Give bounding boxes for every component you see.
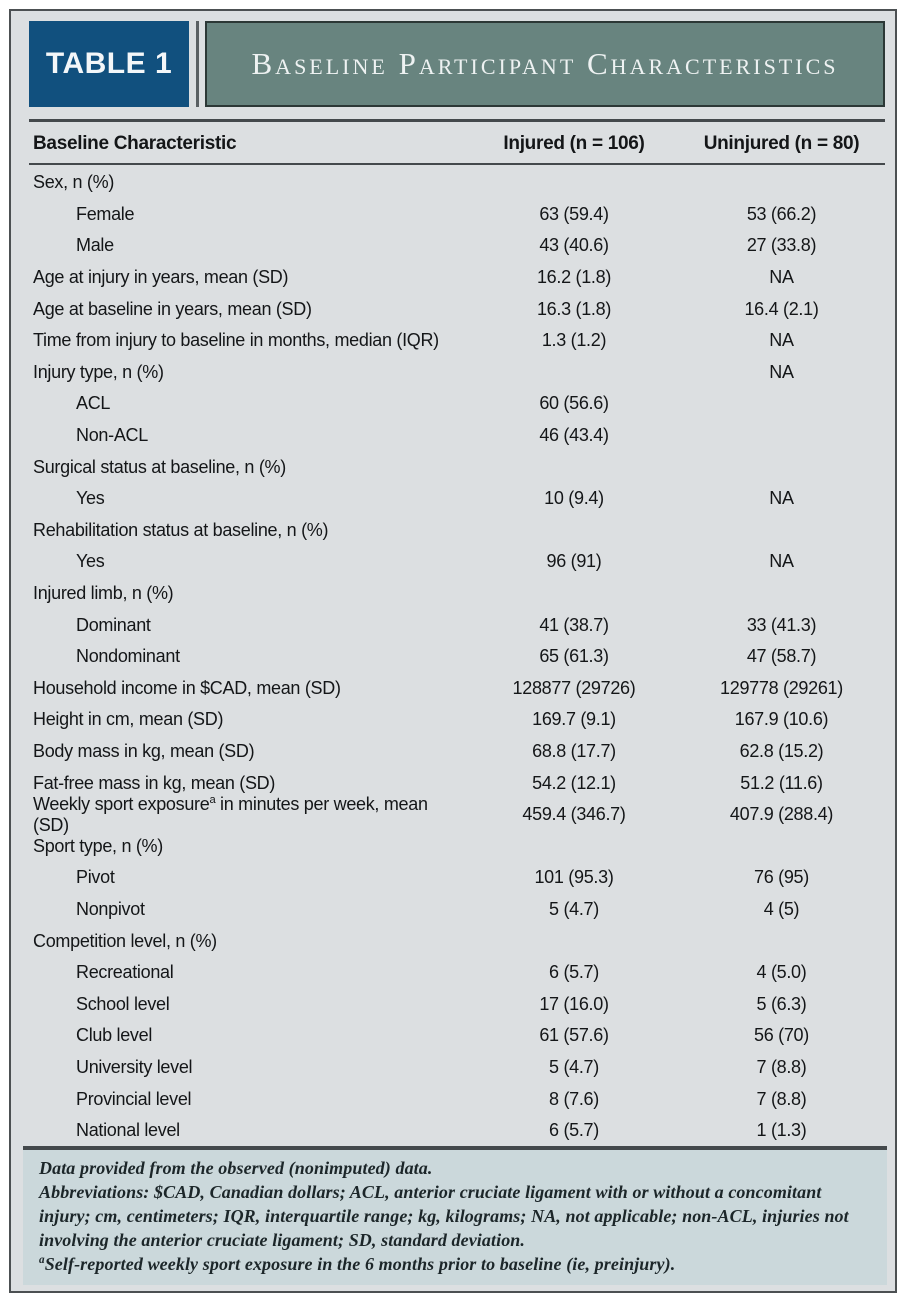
table-row: [33, 925, 879, 957]
injured-value: 96 (91): [546, 551, 602, 572]
injured-value: 169.7 (9.1): [532, 709, 616, 730]
injured-value: 16.3 (1.8): [536, 298, 612, 319]
column-header-uninjured: Uninjured (n = 80): [703, 133, 860, 154]
row-label: Male: [76, 235, 114, 256]
injured-value: 61 (57.6): [539, 1025, 609, 1046]
table-row: [33, 1083, 879, 1115]
injured-value: 459.4 (346.7): [522, 804, 626, 825]
table-row: [33, 325, 879, 357]
table-row: [33, 988, 879, 1020]
injured-value: 68.8 (17.7): [532, 740, 616, 761]
table-row: [33, 293, 879, 325]
table-title: Baseline Participant Characteristics: [205, 21, 885, 107]
uninjured-value: 167.9 (10.6): [734, 709, 829, 730]
footnote-data-source: Data provided from the observed (nonimputed) data.: [39, 1158, 433, 1179]
row-label: Age at baseline in years, mean (SD): [33, 298, 312, 319]
header-divider: [196, 21, 199, 107]
row-label: Female: [76, 203, 135, 224]
column-header-row: [19, 122, 887, 163]
uninjured-value: 62.8 (15.2): [739, 740, 824, 761]
row-label: Non-ACL: [76, 425, 148, 446]
uninjured-value: 51.2 (11.6): [740, 772, 823, 793]
row-label: Body mass in kg, mean (SD): [33, 740, 255, 761]
row-label: Competition level, n (%): [33, 930, 217, 951]
row-label: Club level: [76, 1025, 153, 1046]
uninjured-value: 33 (41.3): [746, 614, 817, 635]
row-label: Fat-free mass in kg, mean (SD): [33, 772, 276, 793]
table-row: [33, 483, 879, 515]
table-row: [33, 957, 879, 989]
row-label: Weekly sport exposure$^a$ in minutes per week, mean (SD): [33, 793, 428, 835]
uninjured-value: 5 (6.3): [756, 993, 807, 1014]
footnote-box: [23, 1149, 887, 1285]
table-row: [33, 546, 879, 578]
table-row: [33, 199, 879, 231]
row-label: University level: [76, 1056, 193, 1077]
table-row: [33, 420, 879, 452]
injured-value: 63 (59.4): [539, 203, 609, 224]
uninjured-value: 7 (8.8): [756, 1056, 807, 1077]
uninjured-value: 47 (58.7): [746, 646, 817, 667]
injured-value: 60 (56.6): [539, 393, 609, 414]
table-row: [33, 451, 879, 483]
uninjured-value: 56 (70): [754, 1025, 809, 1046]
table-figure: [9, 9, 897, 1293]
table-row: [33, 357, 879, 389]
table-row: [33, 830, 879, 862]
column-header-injured: Injured (n = 106): [503, 133, 645, 154]
table-row: [33, 388, 879, 420]
uninjured-value: 4 (5.0): [756, 962, 807, 983]
row-label: Time from injury to baseline in months, median (IQR): [33, 330, 439, 351]
injured-value: 1.3 (1.2): [541, 330, 607, 351]
table-row: [33, 1020, 879, 1052]
injured-value: 17 (16.0): [539, 993, 609, 1014]
injured-value: 6 (5.7): [549, 1120, 599, 1141]
uninjured-value: 1 (1.3): [756, 1120, 807, 1141]
table-row: [33, 262, 879, 294]
injured-value: 5 (4.7): [549, 898, 599, 919]
injured-value: 16.2 (1.8): [536, 267, 612, 288]
uninjured-value: 27 (33.8): [746, 235, 817, 256]
table-row: [33, 230, 879, 262]
column-header-characteristic: Baseline Characteristic: [33, 133, 237, 154]
uninjured-value: NA: [769, 488, 794, 509]
table-row: [33, 673, 879, 705]
injured-value: 43 (40.6): [539, 235, 609, 256]
uninjured-value: 129778 (29261): [720, 677, 843, 698]
row-label: Recreational: [76, 962, 174, 983]
table-row: [33, 609, 879, 641]
table-row: [33, 515, 879, 547]
row-label: Nondominant: [76, 646, 180, 667]
uninjured-value: NA: [769, 267, 794, 288]
uninjured-value: 4 (5): [763, 898, 800, 919]
footnote-abbreviations: Abbreviations: $CAD, Canadian dollars; ACL, anterior cruciate ligament with or without a concomitant injury; cm, centimeters; IQR, interquartile range; kg, kilograms; NA, not applicable; non-ACL, injuries not involving the anterior cruciate ligament; SD, standard deviation.: [39, 1182, 849, 1251]
table-body: [19, 165, 887, 1146]
table-row: [33, 793, 879, 835]
row-label: Injured limb, n (%): [33, 583, 174, 604]
uninjured-value: 53 (66.2): [746, 203, 817, 224]
injured-value: 46 (43.4): [539, 425, 609, 446]
row-label: Yes: [76, 488, 105, 509]
injured-value: 10 (9.4): [544, 488, 604, 509]
table-header-band: [29, 21, 885, 107]
table-row: [33, 862, 879, 894]
uninjured-value: 16.4 (2.1): [744, 298, 819, 319]
uninjured-value: 76 (95): [754, 867, 809, 888]
table-row: [33, 167, 879, 199]
uninjured-value: NA: [769, 361, 794, 382]
table-row: [33, 641, 879, 673]
table-row: [33, 894, 879, 926]
table-row: [33, 1115, 879, 1147]
row-label: Height in cm, mean (SD): [33, 709, 224, 730]
row-label: Injury type, n (%): [33, 361, 164, 382]
uninjured-value: NA: [769, 330, 794, 351]
injured-value: 101 (95.3): [534, 867, 614, 888]
injured-value: 128877 (29726): [512, 677, 636, 698]
row-label: National level: [76, 1120, 180, 1141]
injured-value: 8 (7.6): [549, 1088, 599, 1109]
row-label: Dominant: [76, 614, 151, 635]
row-label: ACL: [76, 393, 111, 414]
injured-value: 65 (61.3): [539, 646, 609, 667]
table-row: [33, 704, 879, 736]
footnote-superscript-a: $^a$Self-reported weekly sport exposure in the 6 months prior to baseline (ie, preinjury).: [39, 1254, 676, 1275]
injured-value: 54.2 (12.1): [532, 772, 616, 793]
uninjured-value: 407.9 (288.4): [729, 804, 834, 825]
uninjured-value: 7 (8.8): [756, 1088, 807, 1109]
table-row: [33, 736, 879, 768]
table-row: [33, 578, 879, 610]
row-label: Sport type, n (%): [33, 835, 163, 856]
injured-value: 41 (38.7): [539, 614, 609, 635]
row-label: Surgical status at baseline, n (%): [33, 456, 286, 477]
row-label: Nonpivot: [76, 898, 145, 919]
row-label: Sex, n (%): [33, 172, 115, 193]
row-label: School level: [76, 993, 170, 1014]
row-label: Rehabilitation status at baseline, n (%): [33, 519, 329, 540]
row-label: Age at injury in years, mean (SD): [33, 267, 289, 288]
table-number-label: TABLE 1: [29, 21, 189, 107]
row-label: Provincial level: [76, 1088, 192, 1109]
row-label: Pivot: [76, 867, 115, 888]
row-label: Household income in $CAD, mean (SD): [33, 677, 341, 698]
table-row: [33, 1052, 879, 1084]
uninjured-value: NA: [769, 551, 794, 572]
injured-value: 5 (4.7): [549, 1056, 599, 1077]
injured-value: 6 (5.7): [549, 962, 599, 983]
row-label: Yes: [76, 551, 105, 572]
